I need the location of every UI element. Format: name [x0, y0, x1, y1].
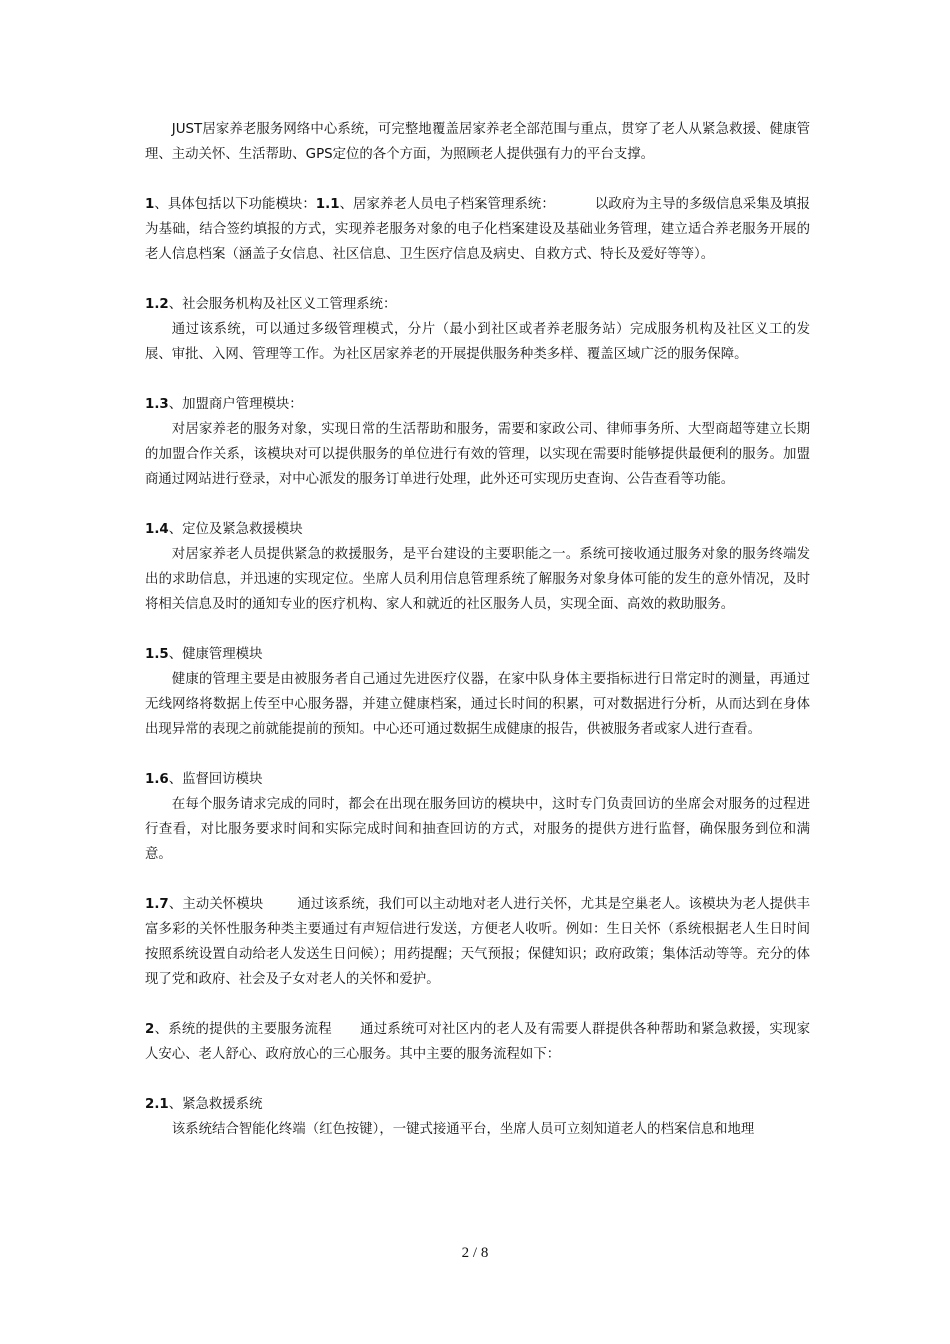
section-title: 、系统的提供的主要服务流程 [154, 1022, 332, 1037]
subsection-1-2-heading [145, 292, 810, 317]
subsection-number: 1.5 [145, 647, 169, 662]
subsection-1-6-body: 在每个服务请求完成的同时，都会在出现在服务回访的模块中，这时专门负责回访的坐席会对服务的过程进行查看，对比服务要求时间和实际完成时间和抽查回访的方式，对服务的提供方进行监督，确保服务到位和满意。 [145, 797, 810, 862]
section-number: 2 [145, 1022, 155, 1037]
subsection-title: 、定位及紧急救援模块 [168, 522, 303, 537]
subsection-1-5-heading [145, 642, 810, 667]
subsection-1-2-body: 通过该系统，可以通过多级管理模式，分片（最小到社区或者养老服务站）完成服务机构及社区义工的发展、审批、入网、管理等工作。为社区居家养老的开展提供服务种类多样、覆盖区域广泛的服务保障。 [145, 322, 810, 362]
subsection-title: 、主动关怀模块 [168, 897, 264, 912]
subsection-1-3-body: 对居家养老的服务对象，实现日常的生活帮助和服务，需要和家政公司、律师事务所、大型商超等建立长期的加盟合作关系，该模块对可以提供服务的单位进行有效的管理，以实现在需要时能够提供最便利的服务。加盟商通过网站进行登录，对中心派发的服务订单进行处理，此外还可实现历史查询、公告查看等功能。 [145, 422, 810, 487]
subsection-number: 1.3 [145, 397, 169, 412]
subsection-body: 通过该系统，我们可以主动地对老人进行关怀，尤其是空巢老人。该模块为老人提供丰富多彩的关怀性服务种类主要通过有声短信进行发送，方便老人收听。例如：生日关怀（系统根据老人生日时间按照系统设置自动给老人发送生日问候）；用药提醒；天气预报；保健知识；政府政策；集体活动等等。充分的体现了党和政府、社会及子女对老人的关怀和爱护。 [145, 897, 811, 987]
subsection-title: 、监督回访模块 [168, 772, 263, 787]
intro-paragraph: JUST居家养老服务网络中心系统，可完整地覆盖居家养老全部范围与重点，贯穿了老人从紧急救援、健康管理、主动关怀、生活帮助、GPS定位的各个方面，为照顾老人提供强有力的平台支撑。 [145, 122, 810, 162]
subsection-title: 、居家养老人员电子档案管理系统： [339, 197, 555, 212]
subsection-number: 1.2 [145, 297, 169, 312]
subsection-title: 、紧急救援系统 [168, 1097, 263, 1112]
subsection-number: 1.7 [145, 897, 169, 912]
subsection-number: 1.6 [145, 772, 169, 787]
subsection-title: 、社会服务机构及社区义工管理系统： [168, 297, 397, 312]
subsection-body: 以政府为主导的多级信息采集及填报为基础，结合签约填报的方式，实现养老服务对象的电子化档案建设及基础业务管理，建立适合养老服务开展的老人信息档案（涵盖子女信息、社区信息、卫生医疗信息及病史、自救方式、特长及爱好等等）。 [145, 197, 811, 262]
subsection-1-4-heading [145, 517, 810, 542]
subsection-title: 、健康管理模块 [168, 647, 263, 662]
section-body: 通过系统可对社区内的老人及有需要人群提供各种帮助和紧急救援，实现家人安心、老人舒心、政府放心的三心服务。其中主要的服务流程如下： [145, 1022, 811, 1062]
subsection-2-1-body: 该系统结合智能化终端（红色按键），一键式接通平台，坐席人员可立刻知道老人的档案信息和地理 [171, 1122, 755, 1137]
subsection-1-7-paragraph [145, 892, 810, 992]
subsection-1-3-heading [145, 392, 810, 417]
section-number: 1 [145, 197, 155, 212]
section-2-paragraph [145, 1017, 810, 1067]
subsection-title: 、加盟商户管理模块： [168, 397, 303, 412]
subsection-1-6-heading [145, 767, 810, 792]
subsection-number: 1.1 [315, 197, 340, 212]
subsection-number: 2.1 [145, 1097, 169, 1112]
subsection-1-4-body: 对居家养老人员提供紧急的救援服务，是平台建设的主要职能之一。系统可接收通过服务对象的服务终端发出的求助信息，并迅速的实现定位。坐席人员利用信息管理系统了解服务对象身体可能的发生的意外情况，及时将相关信息及时的通知专业的医疗机构、家人和就近的社区服务人员，实现全面、高效的救助服务。 [145, 547, 810, 612]
section-1-paragraph [145, 192, 810, 267]
page-number: 2 / 8 [461, 1245, 489, 1261]
subsection-1-5-body: 健康的管理主要是由被服务者自己通过先进医疗仪器，在家中队身体主要指标进行日常定时的测量，再通过无线网络将数据上传至中心服务器，并建立健康档案，通过长时间的积累，可对数据进行分析，从而达到在身体出现异常的表现之前就能提前的预知。中心还可通过数据生成健康的报告，供被服务者或家人进行查看。 [145, 672, 810, 737]
section-title: 、具体包括以下功能模块： [154, 197, 316, 212]
document-body [145, 117, 810, 1142]
subsection-number: 1.4 [145, 522, 169, 537]
subsection-2-1-heading [145, 1092, 810, 1117]
